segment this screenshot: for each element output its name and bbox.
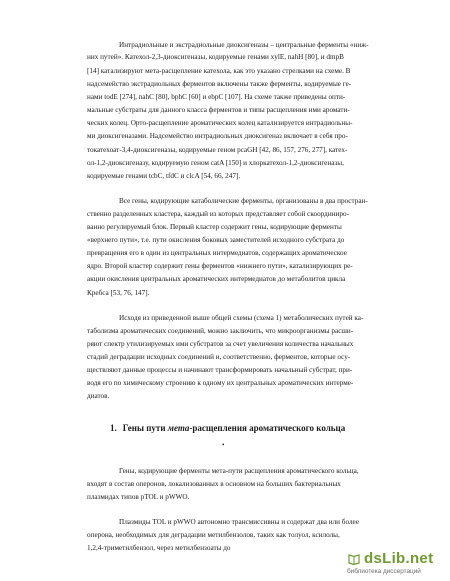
text-line: Все гены, кодирующие катаболические ферменты, организованы в два простран- xyxy=(119,197,368,205)
text-line: ческих колец. Орто-расщепление ароматических колец катализируется интрадиольны- xyxy=(87,119,353,127)
text-line: Кребса [53, 76, 147]. xyxy=(87,289,150,297)
text-line: оперона, необходимых для деградации метилбензолов, таких как толуол, ксилолы, xyxy=(87,531,340,539)
text-line: токатехоат-3,4-диоксигеназы, кодируемые геном pcaGH [42, 86, 157, 276, 277], катех- xyxy=(87,146,348,154)
text-line: Гены, кодирующие ферменты мета-пути расщепления ароматического кольца, xyxy=(119,467,359,475)
stray-mark: • xyxy=(222,441,225,449)
heading-text-italic: мета xyxy=(167,423,190,433)
heading-text-end: -расщепления ароматического кольца xyxy=(189,423,346,433)
site-watermark xyxy=(347,550,447,578)
text-line: мальные субстраты для данного класса ферментов и типы расщепления ими аромати- xyxy=(87,106,350,114)
text-line: кодируемые генами tcbC, tfdC и clcA [54, 66, 247]. xyxy=(87,172,241,180)
text-line: диатов. xyxy=(87,392,110,400)
text-line: Интрадиольные и экстрадиольные диоксигеназы – центральные ферменты «ниж- xyxy=(119,41,369,49)
text-line: Исходя из приведенной выше общей схемы (схема 1) метаболических путей ка- xyxy=(119,314,364,322)
text-line: надсемейство экстрадиольных ферментов включены также ферменты, кодируемые ге- xyxy=(87,80,352,88)
text-line: ственно разделенных кластера, каждый из которых представляет собой скоординиро- xyxy=(87,210,349,218)
text-line: нами todE [274], nahC [80], bphC [60] и ebpC [107]. На схеме также приведены опти- xyxy=(87,93,346,101)
text-line: ряют спектр утилизируемых ими субстратов за счет увеличения количества начальных xyxy=(87,340,354,348)
text-line: [14] катализируют мета-расщепление катехола, как это указано стрелками на схеме. В xyxy=(87,67,351,75)
text-line: них путей». Катехол-2,3-диоксигеназы, кодируемые генами xylE, nahH [80], и dmpB xyxy=(87,53,344,61)
section-heading xyxy=(110,423,345,433)
text-line: превращения его в один из центральных интермедиатов, содержащих ароматическое xyxy=(87,249,347,257)
section-number: 1. xyxy=(110,423,117,433)
watermark-tagline: библиотека диссертаций xyxy=(347,568,421,575)
watermark-logo: dsLib.net xyxy=(364,550,434,567)
text-line: входят в состав оперонов, локализованных в основном на больших бактериальных xyxy=(87,480,341,488)
text-line: водя его по химическому строению к одному их центральных ароматических интерме- xyxy=(87,379,354,387)
text-line: ми диоксигеназами. Надсемейство интрадиольных диоксигеназ включает в себя про- xyxy=(87,132,348,140)
text-line: 1,2,4-триметилбензол, через метилбензоаты до xyxy=(87,544,231,552)
text-line: ванно регулируемый блок. Первый кластер содержит гены, кодирующие ферменты xyxy=(87,223,342,231)
text-line: Плазмиды TOL и pWWO автономно трансмиссивны и содержат два или более xyxy=(119,518,359,526)
text-line: ол-1,2-диоксигеназу, кодируемую геном catA [150] и хлоркатехол-1,2-диоксигеназы, xyxy=(87,159,344,167)
heading-text-start: Гены пути xyxy=(122,423,168,433)
text-line: плазмидах типов pTOL и pWWO. xyxy=(87,493,190,501)
text-line: акции окисления центральных ароматических интермедиатов до метаболитов цикла xyxy=(87,275,346,283)
text-line: «верхнего пути», т.е. пути окисления боковых заместителей исходного субстрата до xyxy=(87,236,345,244)
text-line: таболизма ароматических соединений, можно заключить, что микроорганизмы расши- xyxy=(87,327,354,335)
book-icon xyxy=(347,552,361,566)
text-line: ядро. Второй кластер содержит гены ферментов «нижнего пути», катализирующих ре- xyxy=(87,262,353,270)
text-line: ществляют данные процессы и начинают трансформировать начальный субстрат, при- xyxy=(87,366,353,374)
text-line: стадий деградации исходных соединений и, соответственно, ферментов, которые осу- xyxy=(87,353,351,361)
